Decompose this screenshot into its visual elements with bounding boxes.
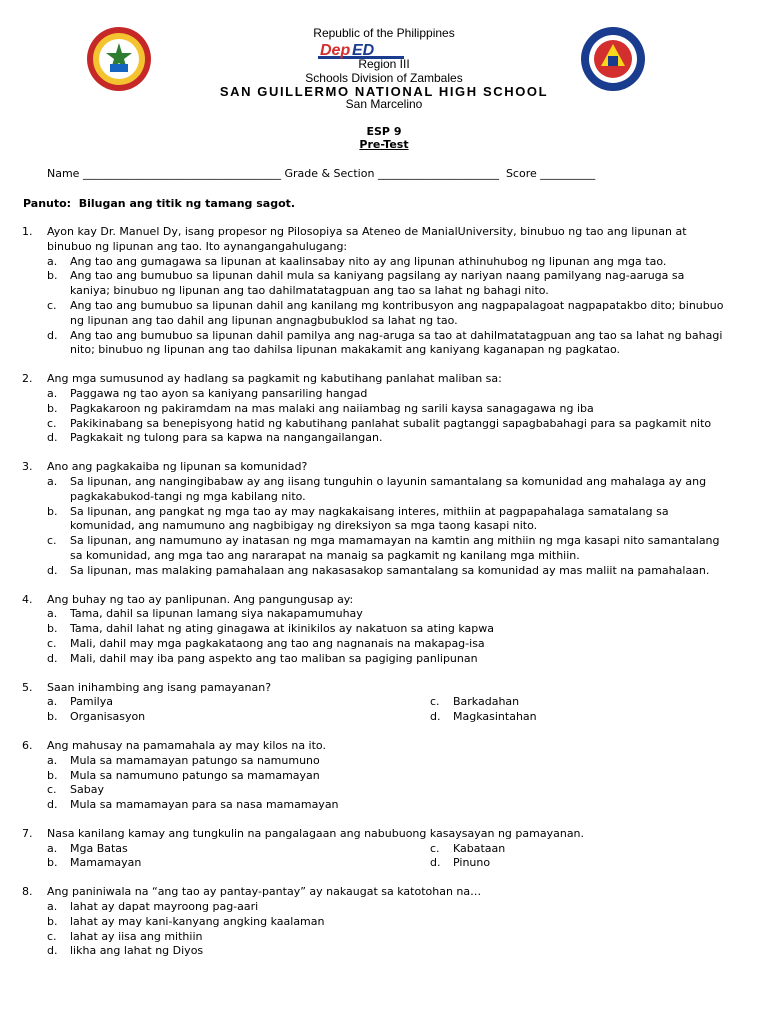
option-letter: c.	[430, 841, 440, 855]
option-letter: b.	[47, 914, 58, 928]
option-letter: a.	[47, 607, 58, 621]
question-list	[22, 225, 727, 973]
option-letter: d.	[430, 710, 441, 724]
answer-option[interactable]	[47, 652, 727, 667]
question-text: Ang paniniwala na “ang tao ay pantay-pantay” ay nakaugat sa katotohan na…	[47, 885, 482, 899]
option-text: Pinuno	[453, 856, 491, 870]
answer-option[interactable]	[47, 387, 727, 402]
option-text: Organisasyon	[70, 710, 146, 724]
answer-option[interactable]	[47, 783, 727, 798]
question-number: 3.	[22, 460, 33, 474]
republic-heading: Republic of the Philippines	[313, 26, 455, 40]
question-stem	[22, 827, 727, 842]
answer-option[interactable]	[47, 944, 727, 959]
question-stem	[22, 372, 727, 387]
town-name: San Marcelino	[345, 97, 423, 111]
answer-option[interactable]	[47, 607, 727, 622]
question-stem	[22, 681, 727, 696]
option-text: Kabataan	[453, 841, 506, 855]
answer-option[interactable]	[47, 329, 727, 359]
option-text: Paggawa ng tao ayon sa kaniyang pansariling hangad	[70, 386, 368, 400]
answer-option[interactable]	[47, 255, 727, 270]
question-stem	[22, 593, 727, 608]
school-name: SAN GUILLERMO NATIONAL HIGH SCHOOL	[219, 84, 549, 99]
option-text: Mali, dahil may mga pagkakataong ang tao ang nagnanais na makapag-isa	[70, 636, 485, 650]
answer-option[interactable]	[47, 915, 727, 930]
question-text: Ang buhay ng tao ay panlipunan. Ang pangungusap ay:	[47, 592, 354, 606]
answer-option[interactable]	[47, 754, 727, 769]
option-letter: a.	[47, 900, 58, 914]
option-letter: a.	[47, 474, 58, 488]
question-item	[22, 885, 727, 959]
question-item	[22, 460, 727, 578]
grade-section-label: Grade & Section	[284, 167, 375, 180]
option-text: Tama, dahil sa lipunan lamang siya nakapamumuhay	[70, 607, 363, 621]
question-number: 7.	[22, 826, 33, 840]
option-text: Tama, dahil lahat ng ating ginagawa at ikinikilos ay nakatuon sa ating kapwa	[70, 622, 494, 636]
option-text: Sa lipunan, mas malaking pamahalaan ang nakasasakop samantalang sa komunidad ay mas maliit na pamahalaan.	[70, 563, 710, 577]
answer-option[interactable]	[47, 417, 727, 432]
score-label: Score	[505, 167, 537, 180]
question-item	[22, 593, 727, 667]
svg-text:Dep: Dep	[320, 42, 351, 59]
question-text: Saan inihambing ang isang pamayanan?	[47, 680, 272, 694]
answer-option[interactable]	[47, 475, 727, 505]
option-text: Pakikinabang sa benepisyong hatid ng kabutihang panlahat subalit pagtanggi sapagbabahagi para sa pagkamit nito	[70, 416, 712, 430]
option-letter: c.	[47, 298, 57, 312]
question-item	[22, 372, 727, 446]
option-letter: b.	[47, 269, 58, 283]
option-text: Sabay	[70, 783, 104, 797]
option-letter: d.	[47, 651, 58, 665]
option-letter: a.	[47, 695, 58, 709]
option-text: Magkasintahan	[453, 710, 537, 724]
option-text: Barkadahan	[453, 695, 520, 709]
option-text: lahat ay dapat mayroong pag-aari	[70, 900, 259, 914]
option-text: Mamamayan	[70, 856, 142, 870]
question-text: Ano ang pagkakaiba ng lipunan sa komunidad?	[47, 460, 308, 474]
option-letter: d.	[47, 563, 58, 577]
option-text: Sa lipunan, ang pangkat ng mga tao ay may nagkakaisang interes, mithiin at pagpapahalaga samatalang sa komunidad, ang namumuno ang nagbibigay ng direksiyon sa mga taong kasapi nito.	[70, 504, 669, 533]
subject-title: ESP 9	[366, 125, 402, 138]
option-text: Mali, dahil may iba pang aspekto ang tao maliban sa pagiging panlipunan	[70, 651, 478, 665]
option-text: Ang tao ang gumagawa sa lipunan at kaalinsabay nito ay ang lipunan athinuhubog ng lipunan ang mga tao.	[70, 254, 667, 268]
option-text: Mula sa mamamayan para sa nasa mamamayan	[70, 798, 339, 812]
option-text: Ang tao ang bumubuo sa lipunan dahil ang kanilang mg kontribusyon ang nagpapalagoat nagpapatakbo dito; binubuo ng lipunan ang tao dahil ang lipunan angnagbubuklod sa lahat ng tao.	[70, 298, 724, 327]
answer-option[interactable]	[430, 695, 727, 710]
question-text: Ayon kay Dr. Manuel Dy, isang propesor ng Pilosopiya sa Ateneo de ManialUniversity, binubuo ng tao ang lipunan at binubuo ng lipunan ang tao. Ito aynangangahulugang:	[47, 225, 687, 253]
answer-option[interactable]	[430, 842, 727, 857]
name-blank[interactable]: ____________________________________	[82, 167, 281, 180]
option-letter: c.	[47, 783, 57, 797]
option-letter: b.	[47, 622, 58, 636]
question-number: 2.	[22, 372, 33, 386]
question-item	[22, 225, 727, 358]
answer-option[interactable]	[47, 622, 727, 637]
answer-option[interactable]	[47, 299, 727, 329]
question-item	[22, 827, 727, 871]
answer-option[interactable]	[47, 695, 430, 710]
option-text: Pagkakaroon ng pakiramdam na mas malaki ang naiiambag ng sarili kaysa sanagagawa ng iba	[70, 401, 594, 415]
question-item	[22, 739, 727, 813]
option-grid	[47, 695, 727, 725]
question-stem	[22, 739, 727, 754]
option-letter: c.	[47, 929, 57, 943]
answer-option[interactable]	[430, 856, 727, 871]
answer-option[interactable]	[47, 856, 430, 871]
option-letter: d.	[47, 944, 58, 958]
option-text: lahat ay may kani-kanyang angking kaalaman	[70, 914, 325, 928]
answer-option[interactable]	[47, 505, 727, 535]
answer-option[interactable]	[47, 402, 727, 417]
option-text: likha ang lahat ng Diyos	[70, 944, 204, 958]
score-blank[interactable]: __________	[540, 167, 596, 180]
option-letter: a.	[47, 753, 58, 767]
division-heading: Schools Division of Zambales	[305, 71, 463, 85]
option-text: Mula sa namumuno patungo sa mamamayan	[70, 768, 320, 782]
option-text: Ang tao ang bumubuo sa lipunan dahil mula sa kaniyang pagsilang ay nariyan naang pamilyang nag-aaruga sa kaniya; binubuo ng lipunan ang tao dahilmatatagpuan ang tao sa lahat ng bahagi nito.	[70, 269, 685, 298]
answer-option[interactable]	[430, 710, 727, 725]
option-letter: b.	[47, 504, 58, 518]
option-letter: a.	[47, 841, 58, 855]
option-letter: c.	[430, 695, 440, 709]
question-text: Nasa kanilang kamay ang tungkulin na pangalagaan ang nabubuong kasaysayan ng pamayanan.	[47, 826, 585, 840]
student-info-line	[47, 167, 595, 181]
question-number: 8.	[22, 885, 33, 899]
option-text: Sa lipunan, ang namumuno ay inatasan ng mga mamamayan na kamtin ang mithiin ng mga kasapi nito samantalang sa komunidad, ang mga tao ang nararapat na manaig sa pagkamit ng kanilang mga mithiin.	[70, 534, 720, 562]
answer-option[interactable]	[47, 798, 727, 813]
answer-option[interactable]	[47, 637, 727, 652]
grade-section-blank[interactable]: ______________________	[377, 167, 499, 180]
answer-option[interactable]	[47, 534, 727, 564]
option-text: Mula sa mamamayan patungo sa namumuno	[70, 753, 320, 767]
option-text: lahat ay iisa ang mithiin	[70, 929, 203, 943]
option-letter: b.	[47, 768, 58, 782]
question-text: Ang mahusay na pamamahala ay may kilos na ito.	[47, 738, 326, 752]
option-letter: c.	[47, 636, 57, 650]
answer-option[interactable]	[47, 269, 727, 299]
option-letter: d.	[430, 856, 441, 870]
svg-text:ED: ED	[352, 42, 375, 59]
option-letter: d.	[47, 431, 58, 445]
option-text: Pagkakait ng tulong para sa kapwa na nangangailangan.	[70, 431, 383, 445]
region-heading: Region III	[358, 57, 410, 71]
answer-option[interactable]	[47, 769, 727, 784]
option-letter: a.	[47, 386, 58, 400]
question-number: 1.	[22, 225, 33, 238]
option-letter: c.	[47, 534, 57, 548]
option-letter: b.	[47, 710, 58, 724]
question-stem	[22, 225, 727, 255]
option-letter: b.	[47, 401, 58, 415]
directions-text: Panuto: Bilugan ang titik ng tamang sagot.	[23, 197, 296, 210]
option-letter: d.	[47, 328, 58, 342]
option-letter: d.	[47, 798, 58, 812]
question-number: 4.	[22, 592, 33, 606]
question-text: Ang mga sumusunod ay hadlang sa pagkamit ng kabutihang panlahat maliban sa:	[47, 372, 502, 386]
question-stem	[22, 460, 727, 475]
option-text: Ang tao ang bumubuo sa lipunan dahil pamilya ang nag-aruga sa tao at dahilmatatagpuan ang tao sa lahat ng bahagi nito; binubuo ng lipunan ang tao dahilsa lipunan makakamit ang kaniyang kaganapan ng pagkatao.	[70, 328, 723, 357]
question-stem	[22, 885, 727, 900]
answer-option[interactable]	[47, 930, 727, 945]
question-number: 5.	[22, 680, 33, 694]
question-number: 6.	[22, 738, 33, 752]
option-letter: b.	[47, 856, 58, 870]
answer-option[interactable]	[47, 842, 430, 857]
answer-option[interactable]	[47, 710, 430, 725]
test-type-title: Pre-Test	[359, 138, 409, 151]
option-text: Pamilya	[70, 695, 113, 709]
option-grid	[47, 842, 727, 872]
answer-option[interactable]	[47, 564, 727, 579]
option-text: Mga Batas	[70, 841, 128, 855]
option-text: Sa lipunan, ang nangingibabaw ay ang iisang tunguhin o layunin samantalang sa komunidad ang mahalaga ay ang pagkakabukod-tangi ng mga kabilang nito.	[70, 474, 707, 503]
answer-option[interactable]	[47, 431, 727, 446]
answer-option[interactable]	[47, 900, 727, 915]
name-label: Name	[47, 167, 80, 180]
option-letter: a.	[47, 254, 58, 268]
option-letter: c.	[47, 416, 57, 430]
question-item	[22, 681, 727, 725]
